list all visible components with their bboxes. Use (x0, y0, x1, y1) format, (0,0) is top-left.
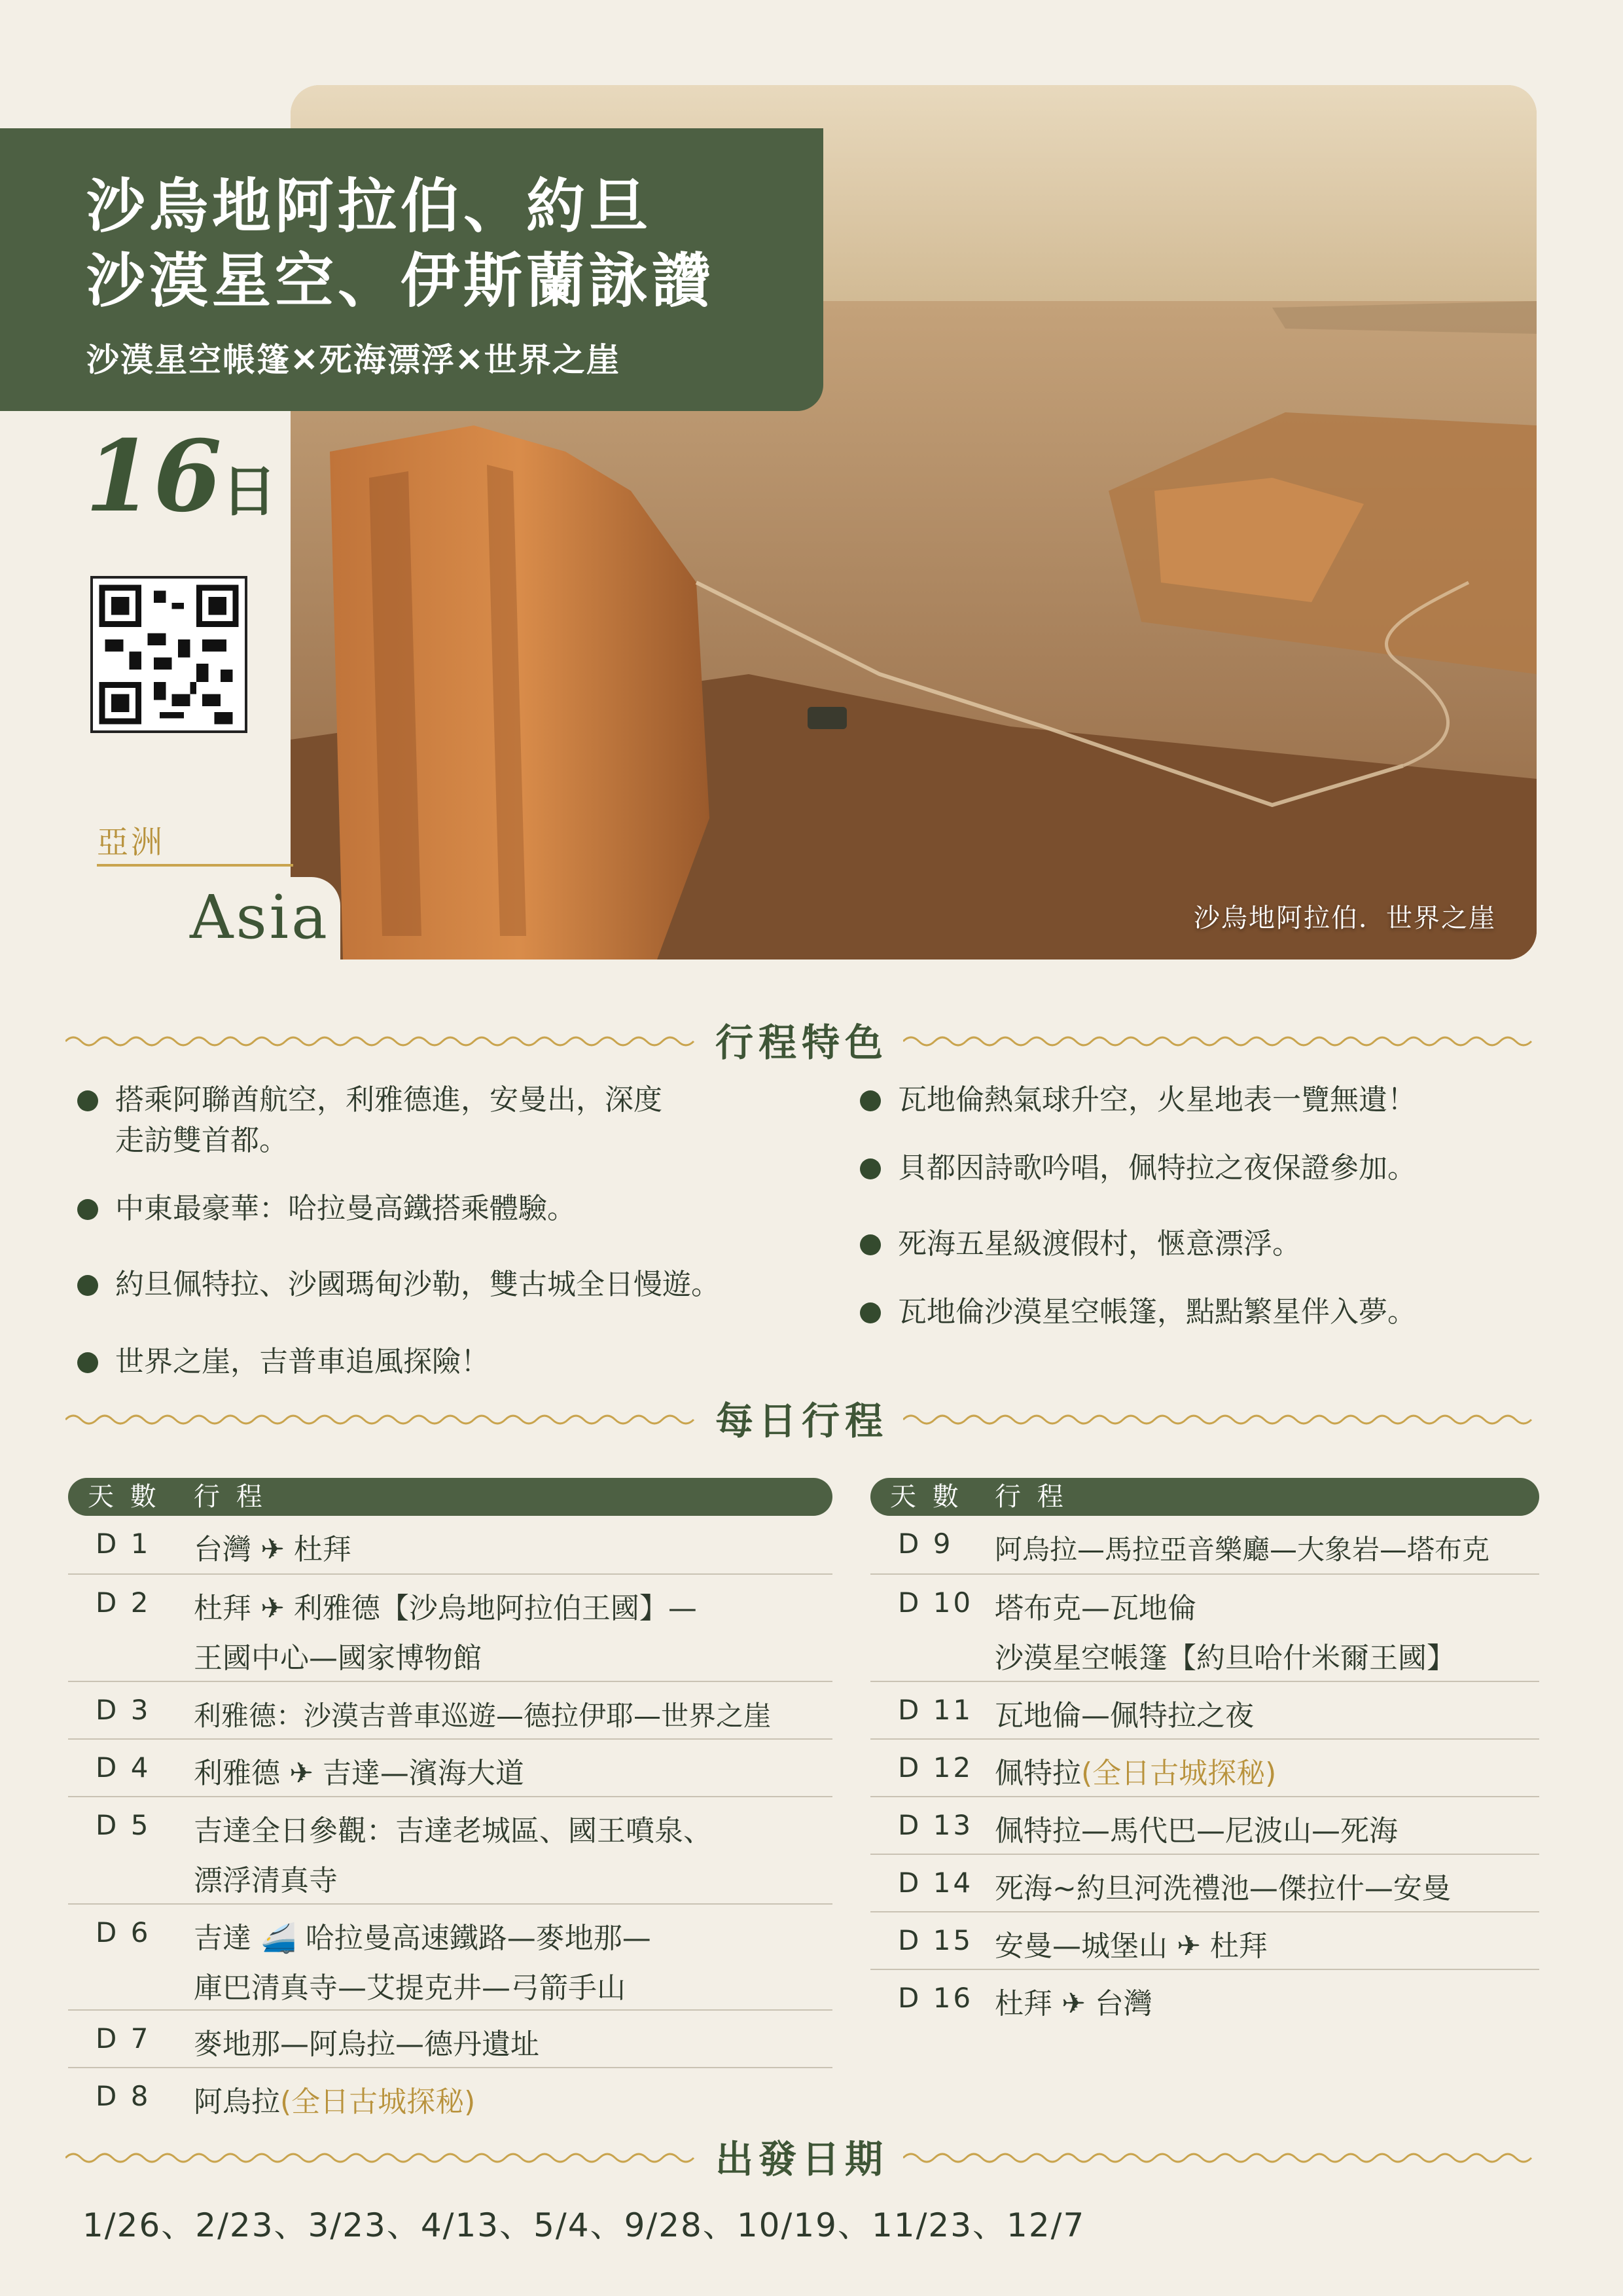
column-header-day: 天 數 (88, 1482, 160, 1512)
table-row: D 2 杜拜 ✈ 利雅德【沙烏地阿拉伯王國】— 王國中心—國家博物館 (68, 1575, 832, 1682)
jeep-icon (808, 707, 847, 729)
region-label-zh: 亞洲 (97, 824, 166, 861)
table-row: D 3 利雅德：沙漠吉普車巡遊—德拉伊耶—世界之崖 (68, 1682, 832, 1740)
title-banner (0, 128, 823, 411)
departure-title: 出發日期 (715, 2137, 888, 2181)
table-row: D 1 台灣 ✈ 杜拜 (68, 1516, 832, 1575)
table-row: D 4 利雅德 ✈ 吉達—濱海大道 (68, 1740, 832, 1797)
table-row: D 11 瓦地倫—佩特拉之夜 (870, 1682, 1539, 1740)
qr-code-icon (93, 579, 245, 730)
wave-divider-right (903, 2148, 1538, 2168)
highlight-item: 約旦佩特拉、沙國瑪甸沙勒，雙古城全日慢遊。 (72, 1265, 831, 1305)
column-header-route: 行 程 (995, 1482, 1067, 1512)
highlight-item: 中東最豪華：哈拉曼高鐵搭乘體驗。 (72, 1189, 818, 1229)
highlight-item: 瓦地倫沙漠星空帳篷，點點繁星伴入夢。 (855, 1292, 1535, 1333)
highlight-item: 搭乘阿聯酋航空，利雅德進，安曼出，深度 走訪雙首都。 (72, 1080, 818, 1161)
table-row: D 5 吉達全日參觀：吉達老城區、國王噴泉、 漂浮清真寺 (68, 1797, 832, 1905)
highlight-tag: (全日古城探秘) (1081, 1757, 1277, 1790)
photo-caption: 沙烏地阿拉伯．世界之崖 (1194, 903, 1496, 933)
highlights-list (72, 1073, 1538, 1388)
page-title-line1: 沙烏地阿拉伯、約旦 (86, 171, 652, 241)
highlight-tag: (全日古城探秘) (280, 2085, 476, 2119)
itinerary-table-left (68, 1478, 832, 2126)
duration-unit: 日 (221, 459, 277, 524)
table-row: D 10 塔布克—瓦地倫 沙漠星空帳篷【約旦哈什米爾王國】 (870, 1575, 1539, 1682)
itinerary-header (65, 1390, 1538, 1449)
table-row: D 13 佩特拉—馬代巴—尼波山—死海 (870, 1797, 1539, 1855)
table-row: D 16 杜拜 ✈ 台灣 (898, 1982, 1152, 2020)
itinerary-table-header (68, 1478, 832, 1516)
region-label-en: Asia (190, 882, 330, 952)
table-row: D 12 佩特拉(全日古城探秘) (870, 1740, 1539, 1797)
table-row: D 7 麥地那—阿烏拉—德丹遺址 (68, 2011, 832, 2068)
itinerary-table-header (870, 1478, 1539, 1516)
table-row: D 8 阿烏拉(全日古城探秘) (96, 2080, 476, 2119)
itinerary-title: 每日行程 (715, 1399, 888, 1443)
qr-code[interactable] (90, 576, 247, 733)
highlight-item: 瓦地倫熱氣球升空，火星地表一覽無遺！ (855, 1080, 1535, 1121)
highlight-item: 世界之崖，吉普車追風探險！ (72, 1342, 818, 1382)
wave-divider-right (903, 1410, 1538, 1429)
highlights-header (65, 1012, 1538, 1071)
column-header-day: 天 數 (890, 1482, 963, 1512)
itinerary-table-right (870, 1478, 1539, 2028)
departure-header (65, 2128, 1538, 2187)
table-row: D 6 吉達 🚄 哈拉曼高速鐵路—麥地那— 庫巴清真寺—艾提克井—弓箭手山 (68, 1905, 832, 2011)
departure-dates: 1/26、2/23、3/23、4/13、5/4、9/28、10/19、11/23、12/7 (82, 2206, 1086, 2244)
table-row: D 14 死海~約旦河洗禮池—傑拉什—安曼 (870, 1855, 1539, 1912)
page-title-line2: 沙漠星空、伊斯蘭詠讚 (86, 246, 715, 315)
duration-number: 16 (85, 419, 222, 534)
highlights-title: 行程特色 (715, 1020, 888, 1065)
table-row: D 15 安曼—城堡山 ✈ 杜拜 (870, 1912, 1539, 1970)
page-subtitle: 沙漠星空帳篷✕死海漂浮✕世界之崖 (86, 340, 620, 379)
highlight-item: 貝都因詩歌吟唱，佩特拉之夜保證參加。 (855, 1148, 1535, 1189)
trip-duration (85, 419, 277, 534)
highlight-item: 死海五星級渡假村，愜意漂浮。 (855, 1224, 1535, 1265)
table-row: D 9 阿烏拉—馬拉亞音樂廳—大象岩—塔布克 (870, 1516, 1539, 1575)
region-label-en-tab (0, 877, 340, 960)
column-header-route: 行 程 (194, 1482, 266, 1512)
region-divider (97, 864, 293, 867)
wave-divider-right (903, 1031, 1538, 1051)
